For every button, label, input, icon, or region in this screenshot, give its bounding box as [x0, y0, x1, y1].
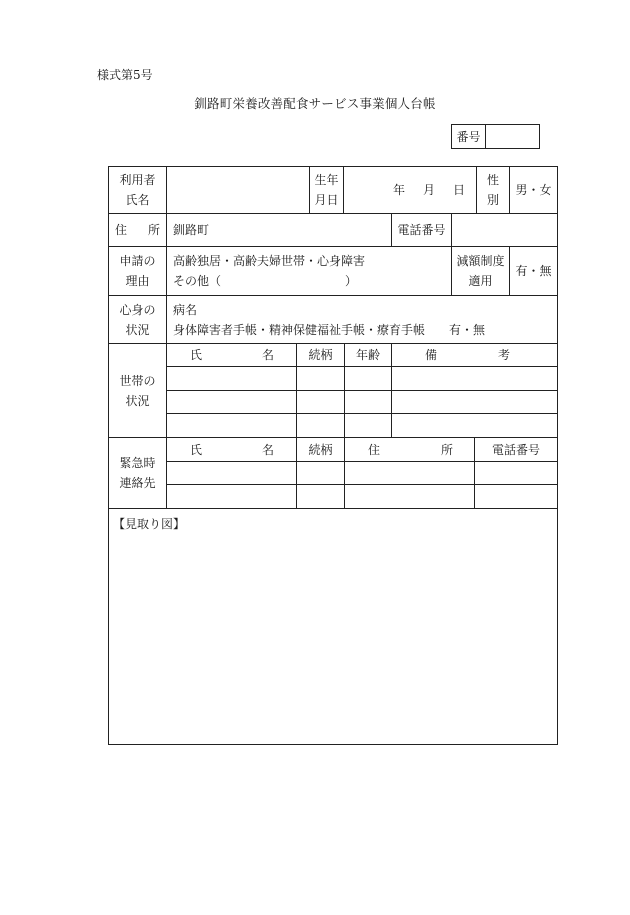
household-name-field[interactable] [167, 391, 296, 413]
page-title: 釧路町栄養改善配食サービス事業個人台帳 [194, 96, 436, 111]
emergency-col-phone: 電話番号 [491, 442, 540, 457]
household-col-relation: 続柄 [308, 348, 333, 362]
household-relation-field[interactable] [297, 391, 344, 413]
household-col-age: 年齢 [355, 348, 380, 362]
emergency-name-field[interactable] [167, 462, 296, 484]
household-relation-field[interactable] [297, 367, 344, 390]
household-note-field[interactable] [392, 414, 557, 437]
household-col-note: 備 考 [425, 348, 510, 362]
sketch-label: 【見取り図】 [113, 517, 186, 531]
emergency-col-address: 住 所 [368, 442, 453, 457]
household-age-field[interactable] [345, 391, 391, 413]
phone-field[interactable] [453, 214, 556, 246]
user-name-field[interactable] [168, 167, 308, 213]
emergency-address-field[interactable] [345, 485, 474, 508]
birth-date-field[interactable]: 年 月 日 [393, 183, 466, 197]
emergency-address-field[interactable] [345, 462, 474, 484]
household-note-field[interactable] [392, 391, 557, 413]
address-field[interactable]: 釧路町 [173, 223, 210, 237]
emergency-name-field[interactable] [167, 485, 296, 508]
household-age-field[interactable] [345, 414, 391, 437]
reduction-label: 減額制度 適用 [456, 254, 505, 288]
number-field[interactable] [486, 125, 539, 148]
household-name-field[interactable] [167, 414, 296, 437]
household-relation-field[interactable] [297, 414, 344, 437]
handbook-line: 身体障害者手帳・精神保健福祉手帳・療育手帳 有・無 [173, 322, 486, 337]
user-name-label: 利用者 氏名 [119, 173, 156, 207]
emergency-label: 緊急時 連絡先 [119, 456, 156, 490]
household-note-field[interactable] [392, 367, 557, 390]
emergency-relation-field[interactable] [297, 485, 344, 508]
emergency-phone-field[interactable] [475, 485, 557, 508]
reason-other: その他（ ） [173, 274, 358, 288]
disease-label: 病名 [173, 302, 198, 317]
form-number: 様式第5号 [97, 68, 153, 82]
birth-label: 生年 月日 [314, 173, 339, 207]
household-label: 世帯の 状況 [119, 373, 156, 408]
emergency-col-name: 氏 名 [190, 442, 274, 457]
household-name-field[interactable] [167, 367, 296, 390]
address-label: 住 所 [115, 223, 160, 237]
emergency-relation-field[interactable] [297, 462, 344, 484]
reason-label: 申請の 理由 [119, 254, 156, 288]
phone-label: 電話番号 [397, 223, 446, 237]
health-field[interactable] [173, 296, 553, 343]
emergency-col-relation: 続柄 [308, 442, 333, 457]
sketch-area[interactable] [109, 509, 557, 744]
household-col-name: 氏 名 [190, 348, 274, 362]
health-label: 心身の 状況 [119, 302, 156, 337]
reduction-options[interactable]: 有・無 [515, 264, 552, 278]
sex-label: 性 別 [486, 173, 499, 207]
emergency-phone-field[interactable] [475, 462, 557, 484]
number-label: 番号 [456, 129, 481, 144]
sex-options[interactable]: 男・女 [515, 183, 552, 197]
reason-options[interactable]: 高齢独居・高齢夫婦世帯・心身障害 その他（ ） [173, 247, 449, 295]
household-age-field[interactable] [345, 367, 391, 390]
